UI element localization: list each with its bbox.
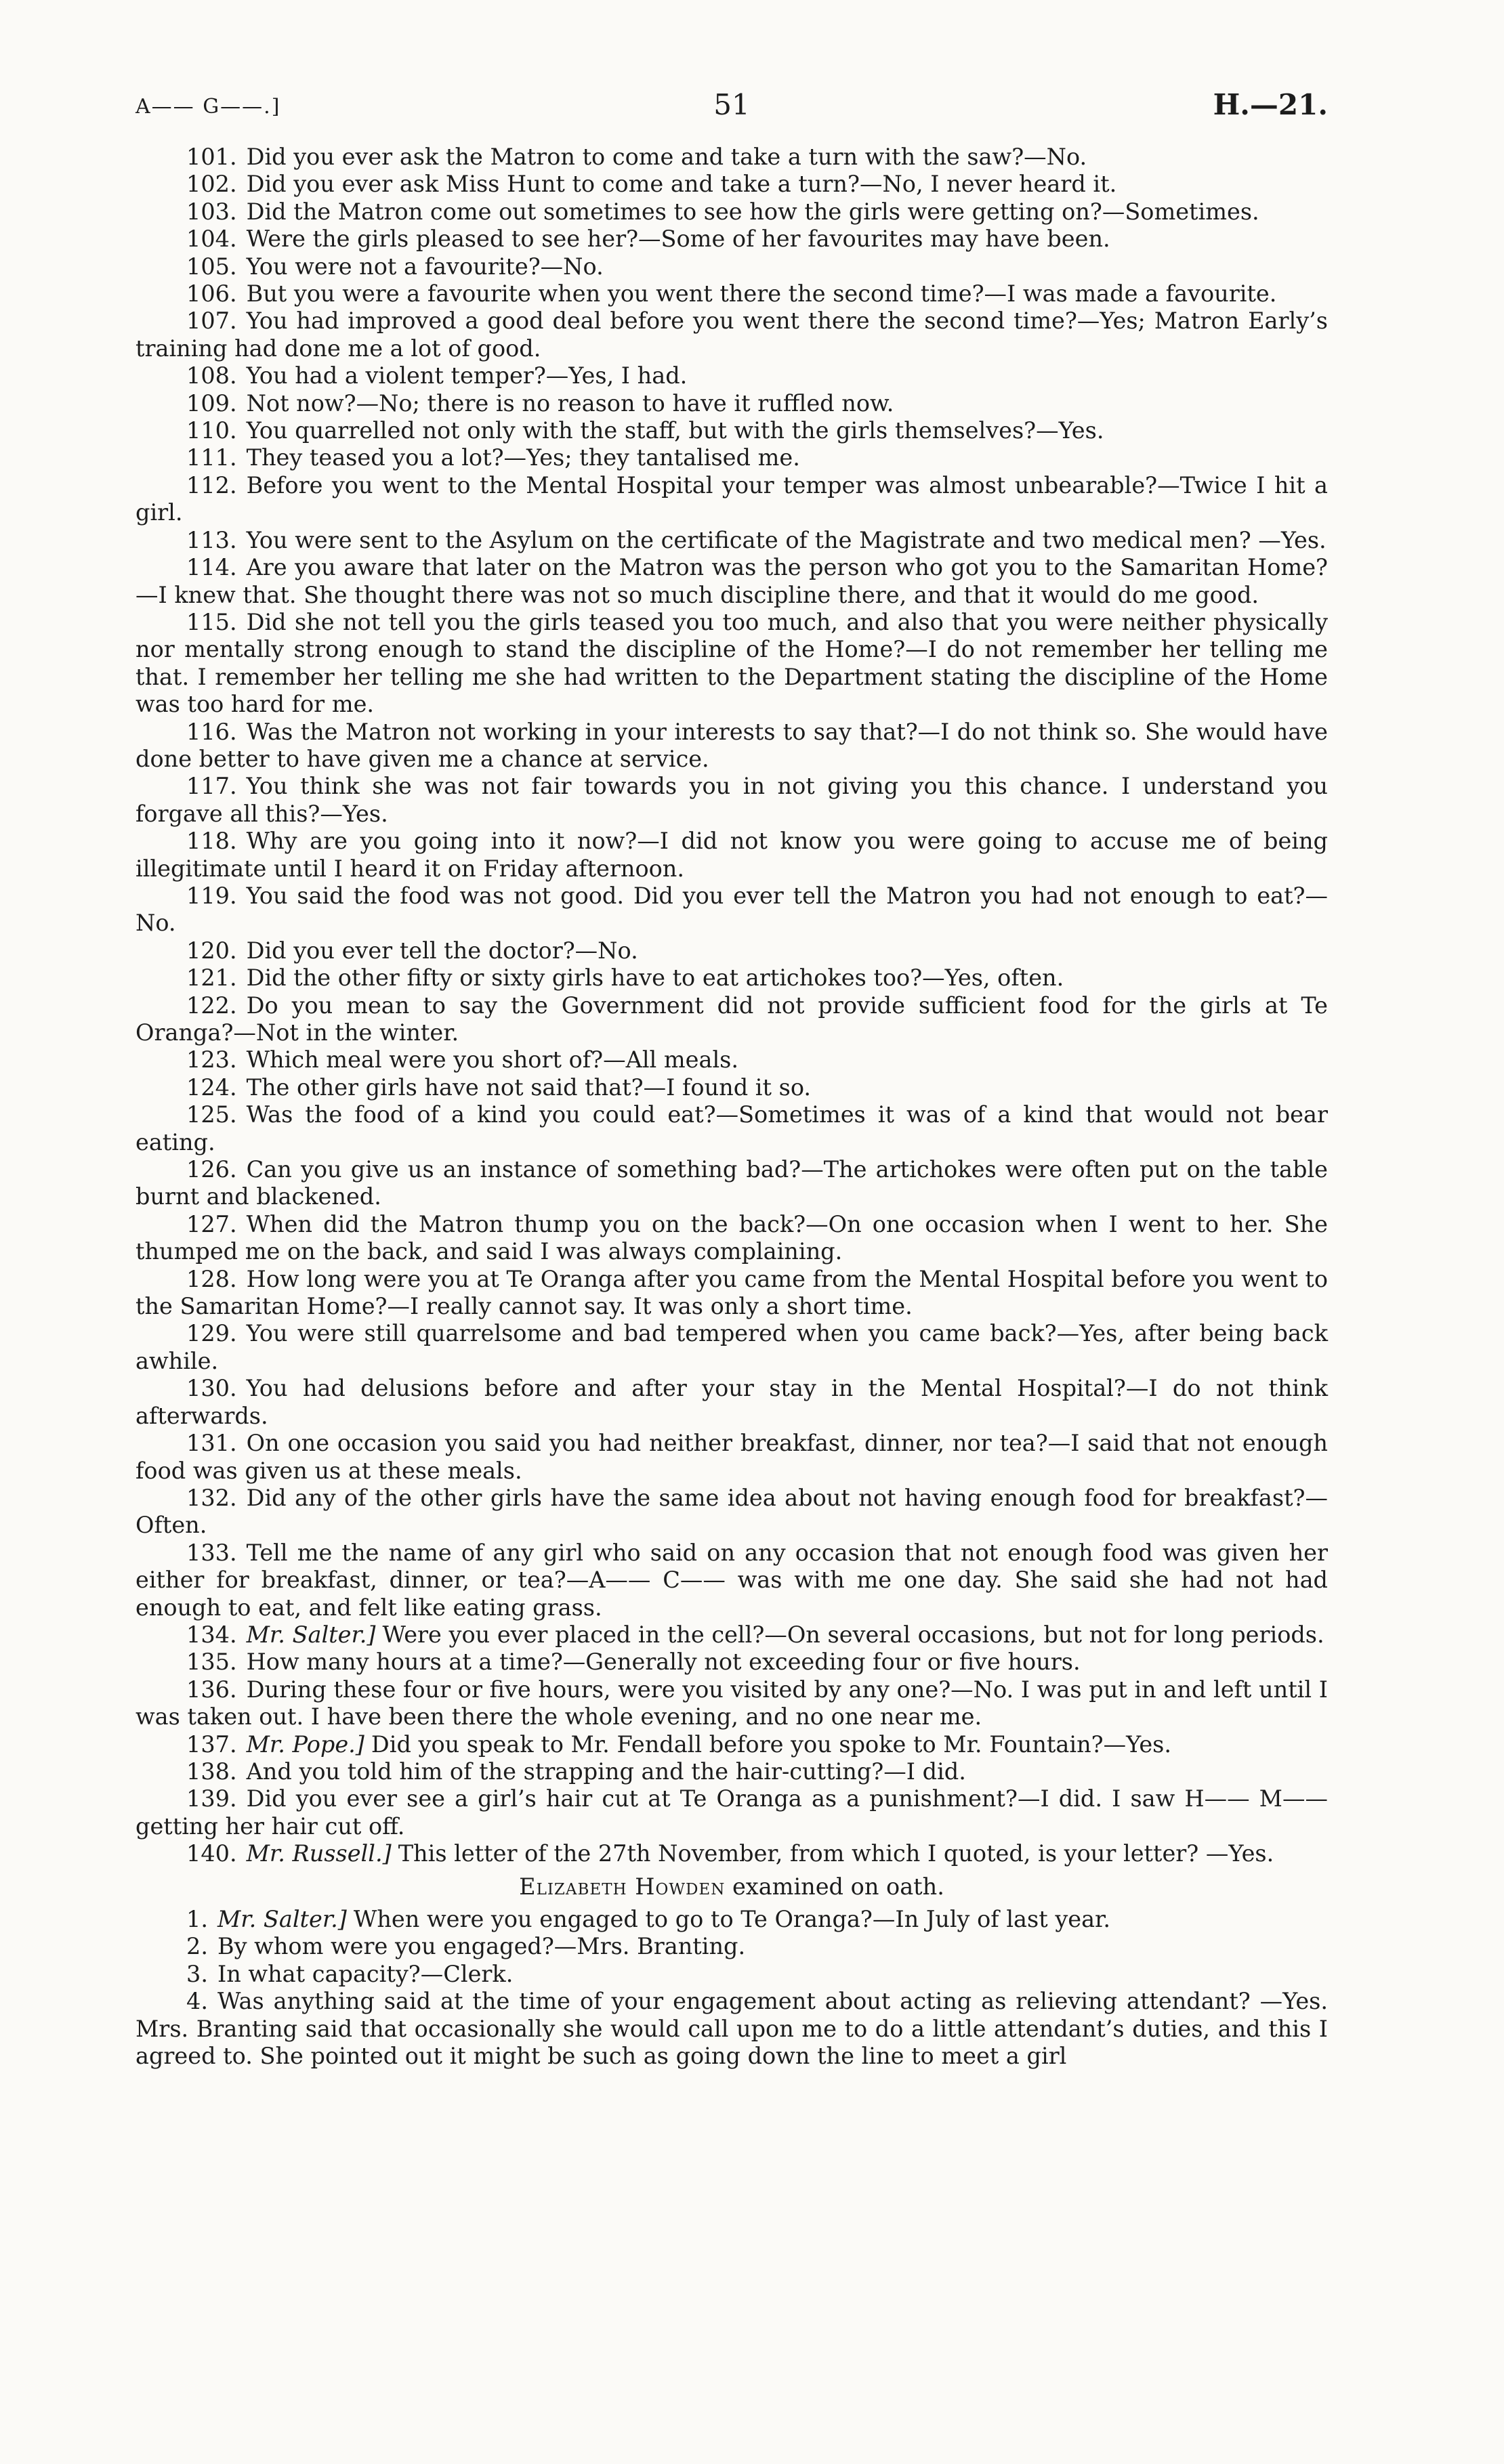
- question-number: 130.: [186, 1375, 237, 1402]
- question-text: Did the other fifty or sixty girls have to eat artichokes too?—Yes, often.: [246, 964, 1064, 992]
- question-text: Before you went to the Mental Hospital your temper was almost unbearable?—Twice I hit a girl.: [135, 471, 1328, 526]
- question-text: The other girls have not said that?—I found it so.: [246, 1074, 812, 1101]
- question-paragraph: [135, 1320, 1328, 1375]
- question-number: 111.: [186, 444, 237, 471]
- question-number: 136.: [186, 1676, 237, 1703]
- question-number: 138.: [186, 1758, 237, 1785]
- question-text: You had improved a good deal before you went there the second time?—Yes; Matron Early’s training had done me a lot of good.: [135, 307, 1328, 362]
- question-paragraph: [135, 828, 1328, 883]
- speaker-label: Mr. Salter.]: [246, 1621, 376, 1648]
- question-paragraph: [135, 226, 1328, 253]
- question-paragraph: [135, 171, 1328, 198]
- page-header: [135, 81, 1328, 130]
- question-paragraph: [135, 883, 1328, 937]
- question-paragraph: [135, 444, 1328, 471]
- question-list-first-witness: [135, 144, 1328, 1868]
- question-paragraph: [135, 362, 1328, 389]
- question-paragraph: [135, 144, 1328, 171]
- document-page: [135, 81, 1328, 2070]
- question-paragraph: [135, 1649, 1328, 1676]
- question-text: When did the Matron thump you on the back?—On one occasion when I went to her. She thumped me on the back, and said I was always complaining.: [135, 1210, 1328, 1265]
- question-paragraph: [135, 964, 1328, 992]
- question-text: How many hours at a time?—Generally not exceeding four or five hours.: [246, 1649, 1081, 1676]
- document-reference: H.—21.: [1213, 88, 1328, 121]
- question-number: 3.: [186, 1960, 208, 1987]
- header-left-reference: A—— G——.]: [135, 95, 281, 119]
- question-number: 117.: [186, 773, 237, 800]
- question-paragraph: [135, 1988, 1328, 2070]
- question-number: 123.: [186, 1046, 237, 1074]
- witness-heading: [135, 1873, 1328, 1900]
- question-number: 113.: [186, 526, 237, 553]
- question-text: You had a violent temper?—Yes, I had.: [246, 362, 688, 389]
- question-text: They teased you a lot?—Yes; they tantalised me.: [246, 444, 800, 471]
- question-number: 125.: [186, 1101, 237, 1128]
- question-number: 120.: [186, 937, 237, 964]
- question-paragraph: [135, 280, 1328, 307]
- question-text: But you were a favourite when you went there the second time?—I was made a favourite.: [246, 280, 1277, 307]
- witness-name: Elizabeth Howden: [519, 1873, 726, 1900]
- question-paragraph: [135, 1430, 1328, 1485]
- question-number: 122.: [186, 992, 237, 1019]
- question-number: 102.: [186, 171, 237, 198]
- question-number: 135.: [186, 1649, 237, 1676]
- question-text: Did you ever ask Miss Hunt to come and take a turn?—No, I never heard it.: [246, 171, 1117, 198]
- question-paragraph: [135, 417, 1328, 444]
- question-paragraph: [135, 1485, 1328, 1539]
- question-number: 129.: [186, 1320, 237, 1347]
- question-text: This letter of the 27th November, from which I quoted, is your letter? —Yes.: [398, 1840, 1274, 1867]
- question-number: 2.: [186, 1933, 208, 1960]
- question-paragraph: [135, 1933, 1328, 1960]
- question-text: You quarrelled not only with the staff, but with the girls themselves?—Yes.: [246, 417, 1104, 444]
- speaker-label: Mr. Pope.]: [246, 1730, 364, 1758]
- question-text: You were sent to the Asylum on the certificate of the Magistrate and two medical men? —Yes.: [246, 526, 1327, 553]
- question-paragraph: [135, 472, 1328, 527]
- question-paragraph: [135, 1211, 1328, 1266]
- question-text: By whom were you engaged?—Mrs. Branting.: [217, 1933, 746, 1960]
- question-text: Tell me the name of any girl who said on any occasion that not enough food was given her either for breakfast, dinner, or tea?—A—— C—— was with me one day. She said she had not had enough to eat, and felt like eating grass.: [135, 1539, 1328, 1621]
- question-paragraph: [135, 1539, 1328, 1621]
- question-number: 1.: [186, 1906, 208, 1932]
- question-paragraph: [135, 1156, 1328, 1211]
- question-text: Did she not tell you the girls teased you too much, and also that you were neither physically nor mentally strong enough to stand the discipline of the Home?—I do not remember her telling me that. I remember her telling me she had written to the Department stating the discipline of the Home was too hard for me.: [135, 608, 1328, 718]
- question-number: 4.: [186, 1988, 208, 2015]
- question-number: 127.: [186, 1210, 237, 1237]
- question-number: 105.: [186, 253, 237, 280]
- question-number: 114.: [186, 554, 237, 581]
- speaker-label: Mr. Russell.]: [246, 1840, 392, 1867]
- question-paragraph: [135, 1906, 1328, 1933]
- question-text: You were not a favourite?—No.: [246, 253, 604, 280]
- question-number: 137.: [186, 1730, 237, 1758]
- question-paragraph: [135, 1840, 1328, 1867]
- question-paragraph: [135, 390, 1328, 417]
- witness-heading-rest: examined on oath.: [732, 1873, 944, 1900]
- question-text: Was the Matron not working in your interests to say that?—I do not think so. She would have done better to have given me a chance at service.: [135, 718, 1328, 772]
- question-text: Were you ever placed in the cell?—On several occasions, but not for long periods.: [382, 1621, 1324, 1648]
- question-paragraph: [135, 198, 1328, 226]
- question-text: You were still quarrelsome and bad tempered when you came back?—Yes, after being back awhile.: [135, 1320, 1328, 1374]
- question-paragraph: [135, 1961, 1328, 1988]
- page-body: [135, 144, 1328, 2070]
- question-paragraph: [135, 609, 1328, 719]
- question-text: Was the food of a kind you could eat?—Sometimes it was of a kind that would not bear eating.: [135, 1101, 1328, 1155]
- question-number: 128.: [186, 1265, 237, 1292]
- question-number: 109.: [186, 389, 237, 417]
- question-paragraph: [135, 1676, 1328, 1731]
- question-number: 112.: [186, 471, 237, 498]
- question-number: 119.: [186, 882, 237, 909]
- question-text: You said the food was not good. Did you ever tell the Matron you had not enough to eat?—No.: [135, 882, 1328, 937]
- question-paragraph: [135, 1046, 1328, 1074]
- question-number: 124.: [186, 1074, 237, 1101]
- question-number: 101.: [186, 144, 237, 170]
- question-paragraph: [135, 1101, 1328, 1156]
- question-text: Why are you going into it now?—I did not know you were going to accuse me of being illegitimate until I heard it on Friday afternoon.: [135, 828, 1328, 882]
- question-text: Was anything said at the time of your engagement about acting as relieving attendant? —Yes. Mrs. Branting said that occasionally she would call upon me to do a little attendant’s duties, and this I agreed to. She pointed out it might be such as going down the line to meet a girl: [135, 1988, 1328, 2070]
- question-number: 104.: [186, 226, 237, 253]
- question-paragraph: [135, 1621, 1328, 1649]
- question-number: 140.: [186, 1840, 237, 1867]
- question-number: 121.: [186, 964, 237, 992]
- question-number: 115.: [186, 608, 237, 635]
- question-number: 103.: [186, 198, 237, 225]
- question-paragraph: [135, 1375, 1328, 1430]
- question-text: In what capacity?—Clerk.: [217, 1960, 514, 1987]
- question-paragraph: [135, 992, 1328, 1047]
- question-text: During these four or five hours, were you visited by any one?—No. I was put in and left until I was taken out. I have been there the whole evening, and no one near me.: [135, 1676, 1328, 1730]
- page-number: 51: [713, 88, 750, 121]
- question-paragraph: [135, 1785, 1328, 1840]
- question-text: Did you speak to Mr. Fendall before you spoke to Mr. Fountain?—Yes.: [371, 1730, 1171, 1758]
- question-number: 118.: [186, 828, 237, 855]
- question-paragraph: [135, 1074, 1328, 1101]
- question-number: 132.: [186, 1484, 237, 1511]
- question-paragraph: [135, 1758, 1328, 1785]
- question-paragraph: [135, 719, 1328, 773]
- question-paragraph: [135, 773, 1328, 828]
- question-text: Did you ever ask the Matron to come and take a turn with the saw?—No.: [246, 144, 1087, 170]
- question-paragraph: [135, 554, 1328, 609]
- speaker-label: Mr. Salter.]: [217, 1906, 347, 1932]
- question-text: Not now?—No; there is no reason to have it ruffled now.: [246, 389, 894, 417]
- question-number: 134.: [186, 1621, 237, 1648]
- question-number: 106.: [186, 280, 237, 307]
- question-text: Do you mean to say the Government did not provide sufficient food for the girls at Te Oranga?—Not in the winter.: [135, 992, 1328, 1046]
- question-text: Which meal were you short of?—All meals.: [246, 1046, 739, 1074]
- question-paragraph: [135, 527, 1328, 554]
- question-text: Are you aware that later on the Matron was the person who got you to the Samaritan Home?—I knew that. She thought there was not so much discipline there, and that it would do me good.: [135, 554, 1328, 608]
- question-text: Did any of the other girls have the same idea about not having enough food for breakfast?—Often.: [135, 1484, 1328, 1539]
- question-text: How long were you at Te Oranga after you came from the Mental Hospital before you went to the Samaritan Home?—I really cannot say. It was only a short time.: [135, 1265, 1328, 1320]
- question-text: Were the girls pleased to see her?—Some of her favourites may have been.: [246, 226, 1110, 253]
- question-paragraph: [135, 937, 1328, 964]
- question-paragraph: [135, 1731, 1328, 1758]
- question-list-second-witness: [135, 1906, 1328, 2070]
- question-number: 139.: [186, 1785, 237, 1812]
- question-text: And you told him of the strapping and the hair-cutting?—I did.: [246, 1758, 966, 1785]
- question-paragraph: [135, 1266, 1328, 1321]
- question-text: Can you give us an instance of something bad?—The artichokes were often put on the table burnt and blackened.: [135, 1156, 1328, 1210]
- question-text: Did you ever see a girl’s hair cut at Te Oranga as a punishment?—I did. I saw H—— M—— getting her hair cut off.: [135, 1785, 1328, 1840]
- question-text: On one occasion you said you had neither breakfast, dinner, nor tea?—I said that not enough food was given us at these meals.: [135, 1430, 1328, 1484]
- question-number: 131.: [186, 1430, 237, 1457]
- question-number: 116.: [186, 718, 237, 745]
- question-number: 126.: [186, 1156, 237, 1183]
- question-number: 107.: [186, 307, 237, 335]
- question-paragraph: [135, 253, 1328, 280]
- question-text: You had delusions before and after your stay in the Mental Hospital?—I do not think afterwards.: [135, 1375, 1328, 1429]
- question-text: You think she was not fair towards you in not giving you this chance. I understand you forgave all this?—Yes.: [135, 773, 1328, 827]
- question-text: Did the Matron come out sometimes to see how the girls were getting on?—Sometimes.: [246, 198, 1259, 225]
- question-number: 110.: [186, 417, 237, 444]
- question-text: When were you engaged to go to Te Oranga?—In July of last year.: [353, 1906, 1111, 1932]
- question-number: 133.: [186, 1539, 237, 1566]
- question-number: 108.: [186, 362, 237, 389]
- question-paragraph: [135, 307, 1328, 362]
- question-text: Did you ever tell the doctor?—No.: [246, 937, 638, 964]
